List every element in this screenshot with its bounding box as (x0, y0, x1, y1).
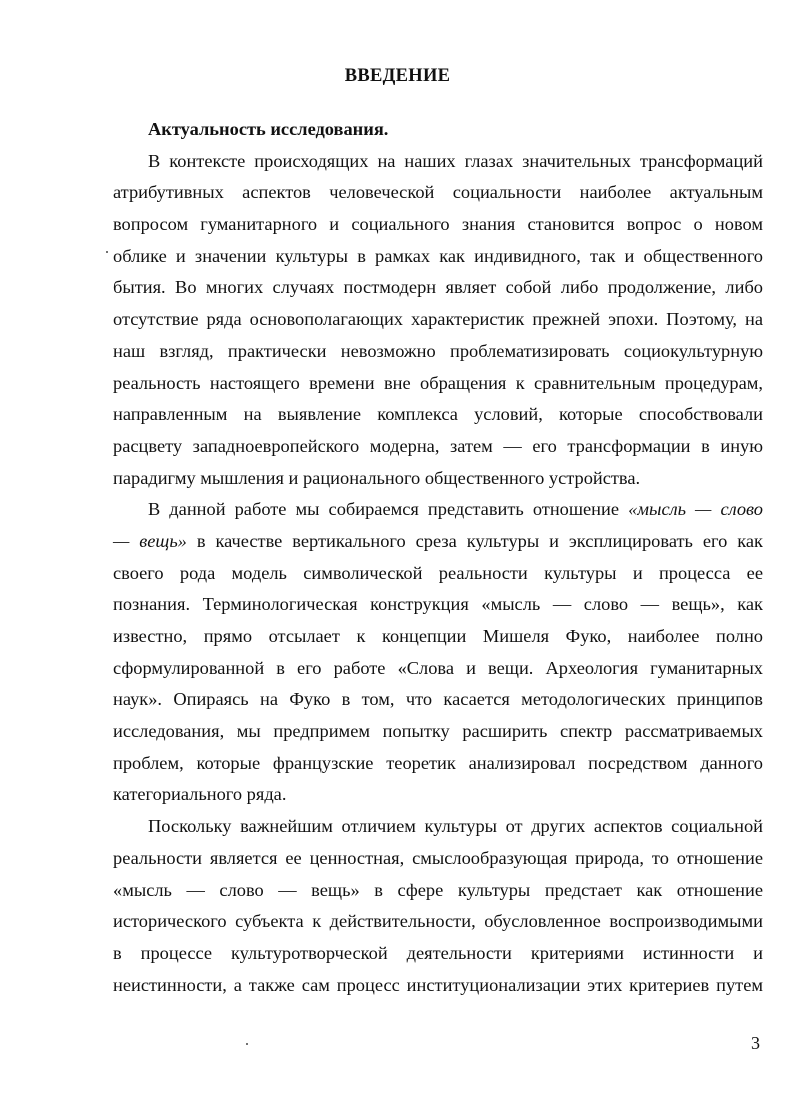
scan-speck (106, 251, 108, 253)
paragraph-line: в процессе культуротворческой деятельности критериями истинности и (113, 942, 763, 963)
paragraph-line: категориального ряда. (113, 784, 287, 805)
paragraph-line: сформулированной в его работе «Слова и вещи. Археология гуманитарных (113, 657, 763, 678)
paragraph-line: наук». Опираясь на Фуко в том, что касается методологических принципов (113, 689, 763, 710)
paragraph-line (113, 526, 763, 558)
paragraph-line: проблем, которые французские теоретик анализировал посредством данного (113, 752, 763, 773)
paragraph-line: реальности является ее ценностная, смыслообразующая природа, то отношение (113, 847, 763, 868)
paragraph-line: бытия. Во многих случаях постмодерн являет собой либо продолжение, либо (113, 277, 763, 298)
paragraph-line: облике и значении культуры в рамках как индивидного, так и общественного (113, 245, 763, 266)
paragraph-line: известно, прямо отсылает к концепции Мишеля Фуко, наиболее полно (113, 626, 763, 646)
paragraph-line (113, 494, 763, 526)
italic-quote: «мысль — слово (628, 499, 763, 520)
paragraph-line: атрибутивных аспектов человеческой социальности наиболее актуальным (113, 182, 763, 203)
paragraph-text: В данной работе мы собираемся представить отношение (148, 499, 629, 520)
paragraph-line: неистинности, а также сам процесс институционализации этих критериев путем (113, 974, 763, 995)
paragraph-line: исследования, мы предпримем попытку расширить спектр рассматриваемых (113, 721, 763, 742)
paragraph-line: познания. Терминологическая конструкция «мысль — слово — вещь», как (113, 594, 763, 615)
paragraph-line: направленным на выявление комплекса условий, которые способствовали (113, 404, 763, 425)
section-heading: Актуальность исследования. (148, 119, 389, 139)
paragraph-line: Поскольку важнейшим отличием культуры от других аспектов социальной (148, 816, 763, 837)
paragraph-line: отсутствие ряда основополагающих характеристик прежней эпохи. Поэтому, на (113, 309, 763, 330)
paragraph-line: «мысль — слово — вещь» в сфере культуры предстает как отношение (113, 879, 763, 900)
paragraph-line: парадигму мышления и рационального общественного устройства. (113, 467, 641, 488)
page-title: ВВЕДЕНИЕ (344, 66, 451, 86)
italic-quote: — вещь» (113, 530, 187, 551)
paragraph-line: наш взгляд, практически невозможно проблематизировать социокультурную (113, 340, 763, 361)
paragraph-line: вопросом гуманитарного и социального знания становится вопрос о новом (113, 214, 763, 235)
paragraph-line: реальность настоящего времени вне обращения к сравнительным процедурам, (113, 372, 763, 393)
page-number: 3 (751, 1033, 760, 1053)
paragraph-line: расцвету западноевропейского модерна, затем — его трансформации в иную (113, 435, 763, 456)
body-text (113, 114, 763, 1001)
paragraph-text: в качестве вертикального среза культуры и эксплицировать его как (186, 530, 763, 551)
paragraph-line: исторического субъекта к действительности, обусловленное воспроизводимыми (113, 911, 763, 932)
scan-speck (246, 1043, 248, 1045)
paragraph-line: В контексте происходящих на наших глазах значительных трансформаций (148, 150, 763, 171)
paragraph-line: своего рода модель символической реальности культуры и процесса ее (113, 562, 763, 583)
